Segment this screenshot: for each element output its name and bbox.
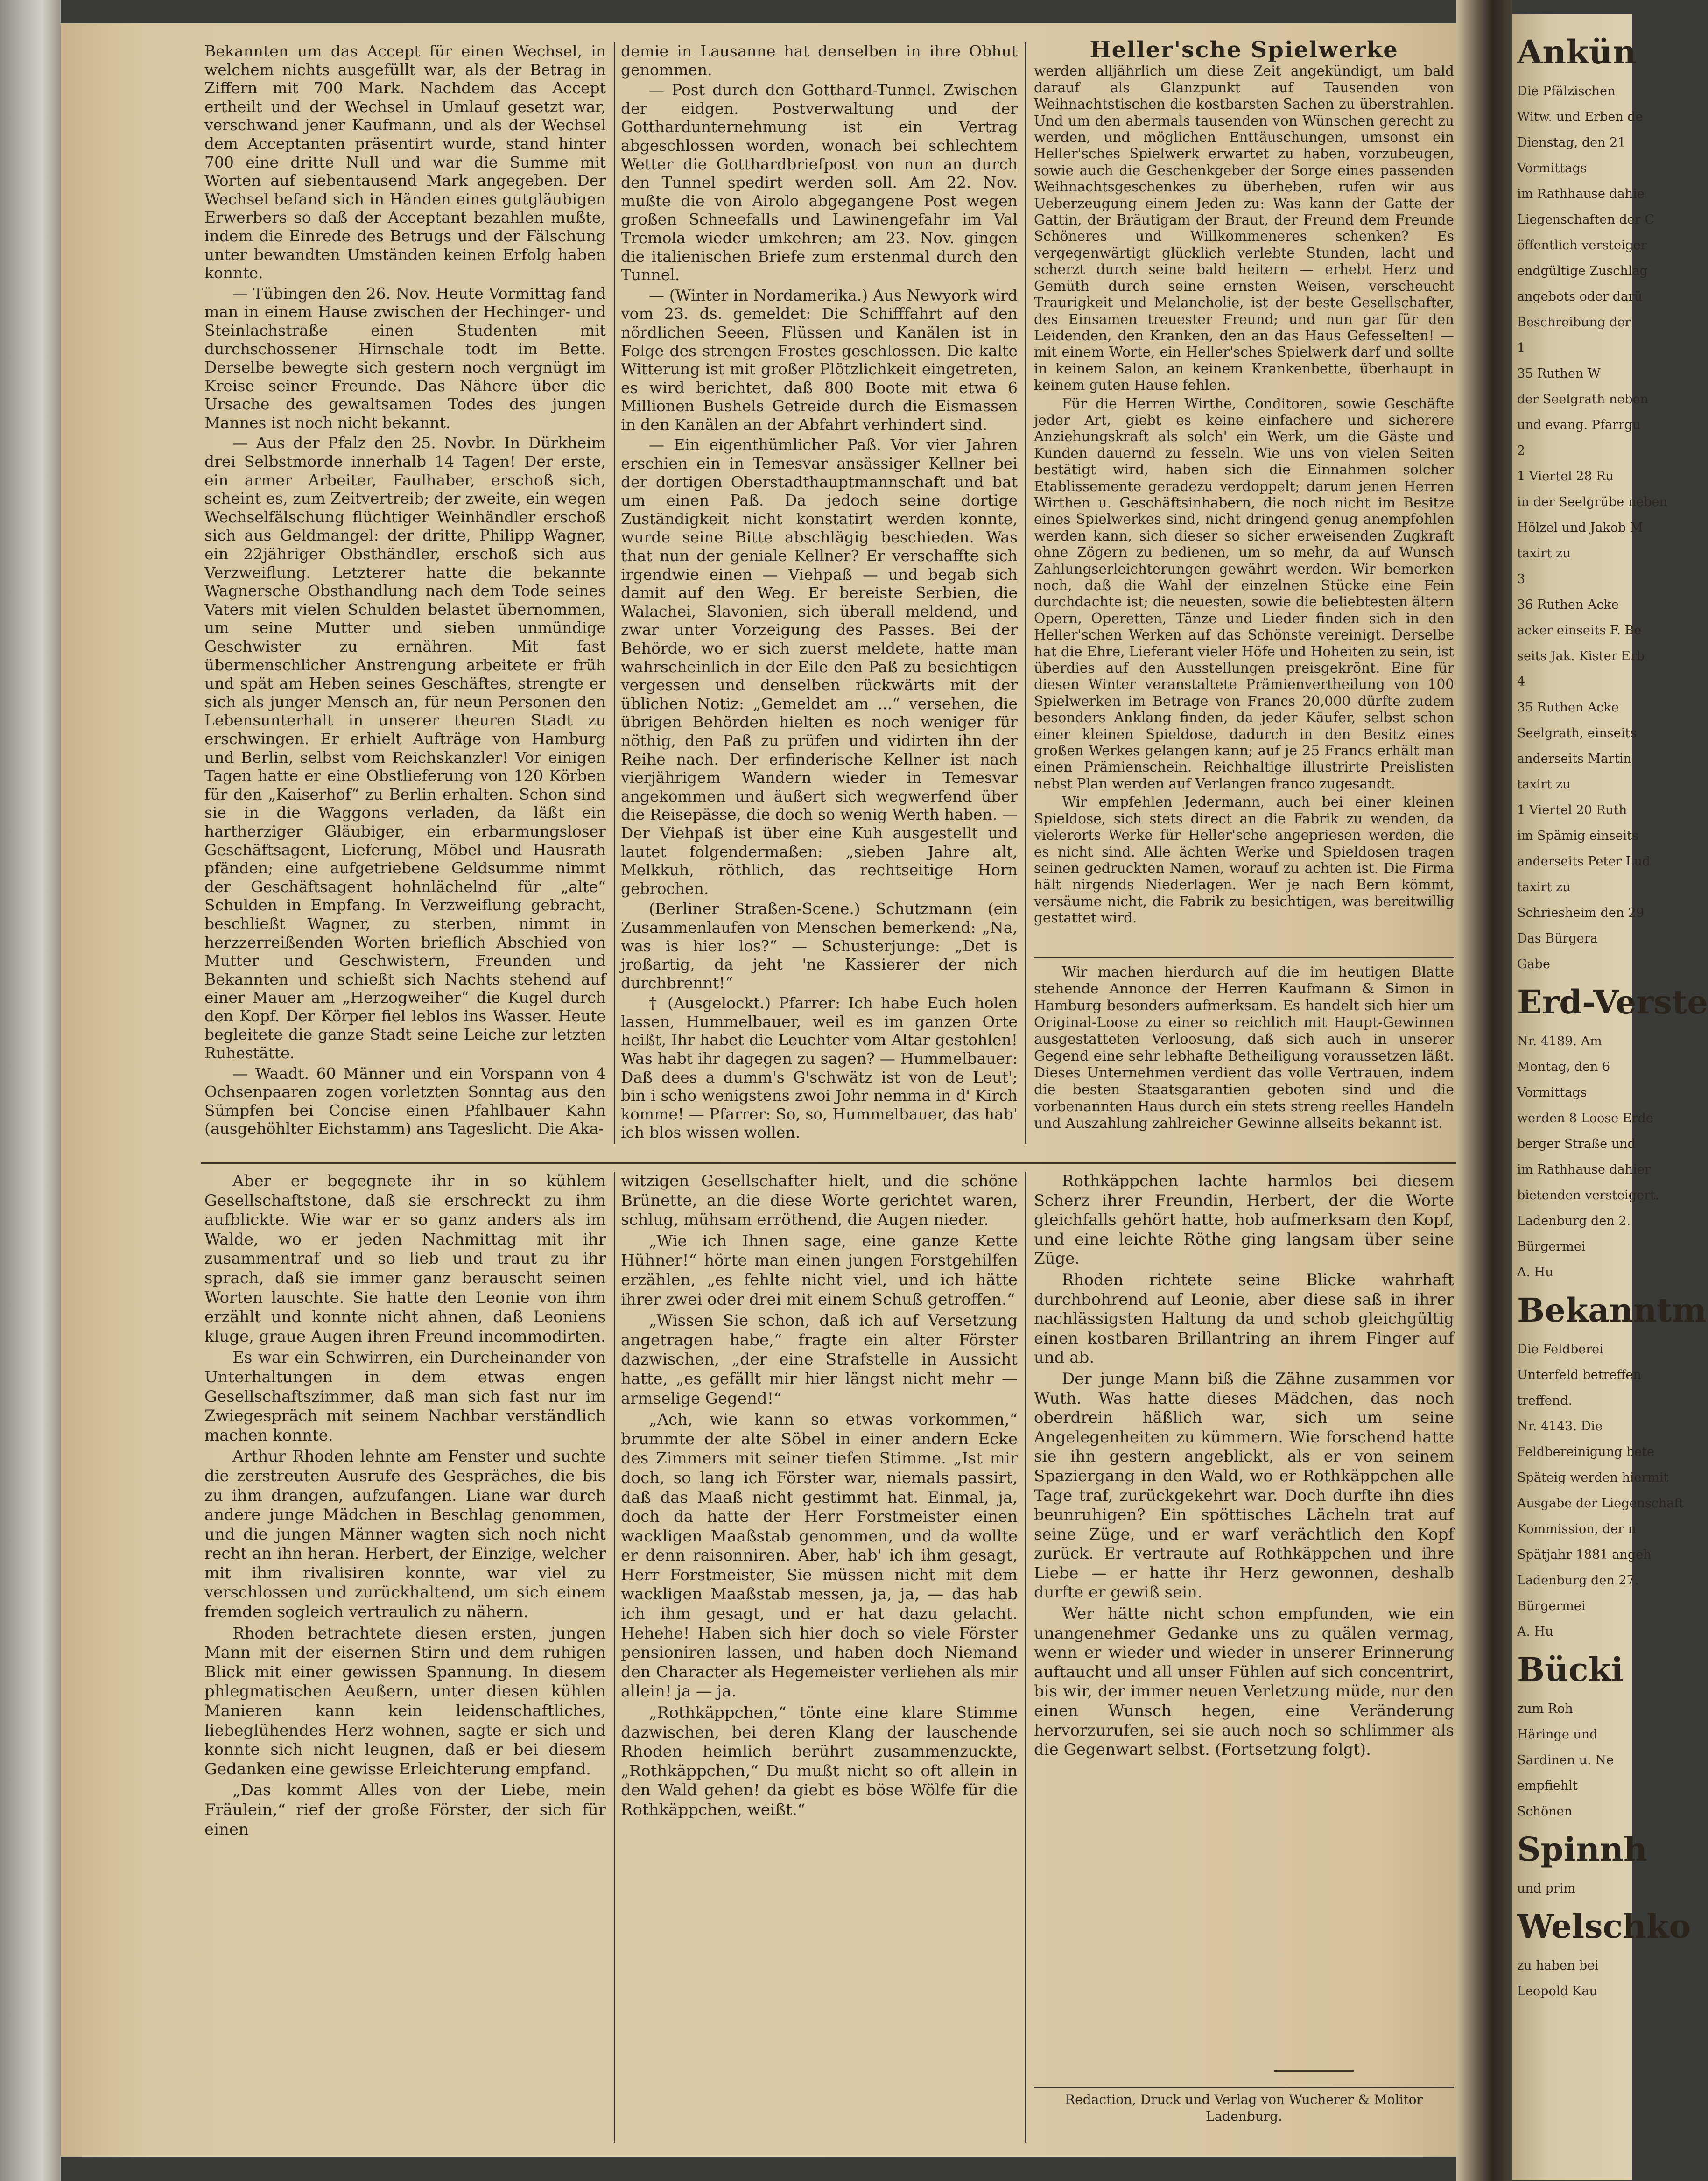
right-page-line: 3 xyxy=(1517,572,1525,586)
right-page-line: Feldbereinigung bete xyxy=(1517,1445,1654,1459)
article-column-top-middle xyxy=(621,42,1018,1153)
article-winter-nordamerika: — (Winter in Nordamerika.) Aus Newyork wird vom 23. ds. gemeldet: Die Schifffahrt auf den nördlichen Seeen, Flüssen und Kanälen ist in Folge des strengen Frostes geschlossen. Die kalte Witterung ist mit großer Plötzlichkeit eingetreten, es wird berichtet, daß 800 Boote mit etwa 6 Millionen Bushels Getreide durch die Eismassen in den Kanälen an der Abfahrt verhindert sind. xyxy=(621,286,1018,434)
right-page-line: Montag, den 6 xyxy=(1517,1060,1610,1074)
imprint: Redaction, Druck und Verlag von Wucherer & Molitor Ladenburg. xyxy=(1065,2092,1423,2124)
right-page-line: seits Jak. Kister Erb xyxy=(1517,649,1645,663)
column-rule xyxy=(614,42,615,1144)
story-paragraph: „Wissen Sie schon, daß ich auf Versetzung angetragen habe,“ fragte ein alter Förster dazwischen, „der eine Strafstelle in Aussicht hatte, „es gefällt mir hier längst nicht mehr — armselige Gegend!“ xyxy=(621,1311,1018,1408)
right-page-line: der Seelgrath neben xyxy=(1517,392,1648,407)
imprint-rule xyxy=(1274,2070,1354,2072)
right-page-line: Leopold Kau xyxy=(1517,1984,1597,1998)
ad-paragraph: werden alljährlich um diese Zeit angekündigt, um bald darauf als Glanzpunkt auf Tausenden von Weihnachtstischen die kostbarsten Sachen zu überstrahlen. Und um den abermals tausenden von Wünschen gerecht zu werden, und möglichen Enttäuschungen, umsonst ein Heller'sches Spielwerk erwartet zu haben, vorzubeugen, sowie auch die Geschenkgeber der Sorge eines passenden Weihnachtsgeschenkes zu überheben, rufen wir aus Ueberzeugung einem Jeden zu: Was kann der Gatte der Gattin, der Bräutigam der Braut, der Freund dem Freunde Schöneres und Willkommeneres schenken? Es vergegenwärtigt glücklich verlebte Stunden, lacht und scherzt durch seine bald heitern — erhebt Herz und Gemüth durch seine ernsten Weisen, verscheucht Traurigkeit und Melancholie, ist der beste Gesellschafter, des Einsamen treuester Freund; und nun gar für den Leidenden, den Kranken, den an das Haus Gefesselten! — mit einem Worte, ein Heller'sches Spielwerk darf und sollte in keinem Salon, an keinem Krankenbette, überhaupt in keinem guten Hause fehlen. xyxy=(1034,63,1454,394)
right-page-line: Häringe und xyxy=(1517,1727,1598,1742)
right-page-line: Liegenschaften der C xyxy=(1517,212,1654,227)
right-page-line: Dienstag, den 21 xyxy=(1517,135,1626,150)
article-pfalz: — Aus der Pfalz den 25. Novbr. In Dürkheim drei Selbstmorde innerhalb 14 Tagen! Der erste, ein armer Arbeiter, Faulhaber, erschoß sich, scheint es, zum Zeitvertreib; der zweite, ein wegen Wechselfälschung flüchtiger Weinhändler erschoß sich aus Geldmangel: der dritte, Philipp Wagner, ein 22jähriger Obsthändler, erschoß sich aus Verzweiflung. Letzterer hatte die bekannte Wagnersche Obsthandlung nach dem Tode seines Vaters mit vielen Schulden belastet übernommen, um seine Mutter und sieben unmündige Geschwister zu ernähren. Mit fast übermenschlicher Anstrengung arbeitete er früh und spät am Heben seines Geschäftes, strengte er sich als junger Mensch an, für neun Personen den Lebensunterhalt in unserer theuren Stadt zu erschwingen. Er erhielt Aufträge von Hamburg und Berlin, selbst vom Reichskanzler! Vor einigen Tagen hatte er eine Obstlieferung von 120 Körben für den „Kaiserhof“ zu Berlin erhalten. Schon sind sie in die Waggons verladen, da läßt ein hartherziger Gläubiger, ein erbarmungsloser Geschäftsagent, Lieferung, Möbel und Hausrath pfänden; eine aufgetriebene Geldsumme nimmt der Geschäftsagent hohnlächelnd für „alte“ Schulden in Empfang. In Verzweiflung gebracht, beschließt Wagner, zu sterben, nimmt in herzzerreißenden Worten brieflich Abschied von Mutter und Geschwistern, Freunden und Bekannten und schießt sich Nachts stehend auf einer Mauer am „Herzogweiher“ die Kugel durch den Kopf. Der Körper fiel leblos ins Wasser. Heute begleitete die ganze Stadt seine Leiche zur letzten Ruhestätte. xyxy=(204,434,606,1062)
right-page-line: Bücki xyxy=(1517,1650,1624,1689)
right-page-line: anderseits Martin xyxy=(1517,752,1631,766)
right-page-line: 1 Viertel 28 Ru xyxy=(1517,469,1614,484)
right-page-line: Ladenburg den 2. xyxy=(1517,1214,1631,1228)
right-page-line: Die Pfälzischen xyxy=(1517,84,1616,98)
right-page-line: im Spämig einseits xyxy=(1517,829,1638,843)
story-paragraph: „Wie ich Ihnen sage, eine ganze Kette Hühner!“ hörte man einen jungen Forstgehilfen erzählen, „es fehlte nicht viel, und ich hätte ihrer zwei oder drei mit einem Schuß getroffen.“ xyxy=(621,1231,1018,1309)
right-page-line: berger Straße und xyxy=(1517,1137,1636,1151)
right-page-line: im Rathhause dahier xyxy=(1517,1162,1651,1177)
article-waadt: — Waadt. 60 Männer und ein Vorspann von 4 Ochsenpaaren zogen vorletzten Sonntag aus den Sümpfen bei Concise einen Pfahlbauer Kahn (ausgehöhlter Eichstamm) ans Tageslicht. Die Aka- xyxy=(204,1064,606,1138)
right-page-line: A. Hu xyxy=(1517,1625,1553,1639)
right-page-line: Schönen xyxy=(1517,1804,1573,1819)
right-page-line: Schriesheim den 29 xyxy=(1517,906,1645,920)
right-page-line: 1 xyxy=(1517,341,1525,355)
right-page-line: Spätjahr 1881 angeh xyxy=(1517,1548,1652,1562)
right-page-line: bietenden versteigert. xyxy=(1517,1188,1659,1203)
feuilleton-column-left xyxy=(204,1172,606,2147)
story-paragraph: „Ach, wie kann so etwas vorkommen,“ brummte der alte Söbel in einer andern Ecke des Zimmers mit seiner tiefen Stimme. „Ist mir doch, so lang ich Förster war, niemals passirt, daß das Maaß nicht gestimmt hat. Einmal, ja, doch da hatte der Herr Forstmeister einen wackligen Maaßstab genommen, und da wollte er denn raisonniren. Aber, hab' ich ihm gesagt, Herr Forstmeister, Sie müssen nicht mit dem wackligen Maaßstab messen, ja, ja, — das hab ich ihm gesagt, und er hat dazu gelacht. Hehehe! Haben sich hier doch so viele Förster pensioniren lassen, und haben doch Niemand den Character als Hegemeister verliehen als mir allein! ja — ja. xyxy=(621,1410,1018,1701)
column-rule xyxy=(1025,42,1026,1144)
right-page-line: 36 Ruthen Acke xyxy=(1517,598,1619,612)
article-pass: — Ein eigenthümlicher Paß. Vor vier Jahren erschien ein in Temesvar ansässiger Kellner bei der dortigen Oberstadthauptmannschaft und bat um einen Paß. Da jedoch seine dortige Zuständigkeit nicht konstatirt werden konnte, wurde seine Bitte abschlägig beschieden. Was that nun der geniale Kellner? Er verschaffte sich irgendwie einen — Viehpaß — und begab sich damit auf den Weg. Er bereiste Serbien, die Walachei, Slavonien, sich überall meldend, und zwar unter Vorzeigung des Passes. Bei der Behörde, wo er sich zuerst meldete, hatte man wahrscheinlich in der Eile den Paß zu besichtigen vergessen und denselben rückwärts mit der üblichen Notiz: „Gemeldet am ...“ versehen, die übrigen Behörden hielten es noch weniger für nöthig, den Paß zu prüfen und vidirten ihn der Reihe nach. Der erfinderische Kellner ist nach vierjährigem Wandern wieder in Temesvar angekommen und äußert sich wegwerfend über die Reisepässe, die doch so wenig Werth haben. — Der Viehpaß ist über eine Kuh ausgestellt und lautet folgendermaßen: „sieben Jahre alt, Melkkuh, röthlich, das rechtseitige Horn gebrochen. xyxy=(621,436,1018,898)
right-page-line: 4 xyxy=(1517,675,1525,689)
article-gotthard: — Post durch den Gotthard-Tunnel. Zwischen der eidgen. Postverwaltung und der Gotthardunternehmung ist ein Vertrag abgeschlossen worden, wonach bei schlechtem Wetter die Gotthardbriefpost von nun an durch den Tunnel spedirt werden soll. Am 22. Nov. mußte die von Airolo abgegangene Post wegen großen Schneefalls und Lawinengefahr im Val Tremola wieder umkehren; am 23. Nov. gingen die italienischen Briefe zum erstenmal durch den Tunnel. xyxy=(621,81,1018,284)
story-paragraph: Aber er begegnete ihr in so kühlem Gesellschaftstone, daß sie erschreckt zu ihm aufblickte. Wie war er so ganz anders als im Walde, wo er jeden Nachmittag mit ihr zusammentraf und so lieb und traut zu ihr sprach, daß sie immer ganz berauscht seinen Worten lauschte. Sie hatte den Leonie von ihm erzählt und konnte nicht ahnen, daß Leoniens kluge, graue Augen ihren Freund incommodirten. xyxy=(204,1172,606,1346)
story-paragraph: Rothkäppchen lachte harmlos bei diesem Scherz ihrer Freundin, Herbert, der die Worte gleichfalls gehört hatte, hob aufmerksam den Kopf, und eine leichte Röthe ging langsam über seine Züge. xyxy=(1034,1172,1454,1268)
notice-text: Wir machen hierdurch auf die im heutigen Blatte stehende Annonce der Herren Kaufmann & Simon in Hamburg besonders aufmerksam. Es handelt sich hier um Original-Loose zu einer so reichlich mit Haupt-Gewinnen ausgestatteten Verloosung, daß sich auch in unserer Gegend eine sehr lebhafte Betheiligung voraussetzen läßt. Dieses Unternehmen verdient das volle Vertrauen, indem die besten Staatsgarantien geboten sind und die vorbenannten Haus durch ein stets streng reelles Handeln und Auszahlung zahlreicher Gewinne allseits bekannt ist. xyxy=(1034,964,1454,1132)
right-page-line: Spinnh xyxy=(1517,1830,1647,1869)
story-paragraph: Rhoden richtete seine Blicke wahrhaft durchbohrend auf Leonie, aber diese saß in ihrer nachlässigsten Haltung da und schob gleichgültig einen kostbaren Brillantring an ihrem Finger auf und ab. xyxy=(1034,1270,1454,1367)
right-page-line: Bekanntm xyxy=(1517,1291,1707,1330)
right-page-line: taxirt zu xyxy=(1517,777,1571,792)
right-page-line: Späteig werden hiermit xyxy=(1517,1470,1669,1485)
feuilleton-column-middle xyxy=(621,1172,1018,2147)
feuilleton-column-right xyxy=(1034,1172,1454,2063)
notice-kaufmann-simon xyxy=(1034,964,1454,1151)
right-page-line: Ladenburg den 27. xyxy=(1517,1573,1639,1588)
right-page-line: Die Feldberei xyxy=(1517,1342,1603,1357)
right-page-line: zu haben bei xyxy=(1517,1958,1599,1973)
story-paragraph: Wer hätte nicht schon empfunden, wie ein unangenehmer Gedanke uns zu quälen vermag, wenn er wieder und wieder in unserer Erinnerung auftaucht und all unser Fühlen auf sich concentrirt, bis wir, der immer neuen Verletzung müde, nur den einen Wunsch hegen, eine Veränderung hervorzurufen, sei sie auch noch so schlimmer als die Gegenwart selbst. (Fortsetzung folgt). xyxy=(1034,1604,1454,1759)
right-page-line: Kommission, der n xyxy=(1517,1522,1636,1536)
advertisement-box xyxy=(1034,37,1454,958)
article-berliner-strassen-scene: (Berliner Straßen-Scene.) Schutzmann (ein Zusammenlaufen von Menschen bemerkend: „Na, was is hier los?“ — Schusterjunge: „Det is jroßartig, da jeht 'ne Kassierer der nich durchbrennt!“ xyxy=(621,900,1018,992)
article-column-top-left xyxy=(204,42,606,1153)
story-paragraph: „Das kommt Alles von der Liebe, mein Fräulein,“ rief der große Förster, der sich für einen xyxy=(204,1781,606,1839)
story-paragraph: „Rothkäppchen,“ tönte eine klare Stimme dazwischen, bei deren Klang der lauschende Rhoden heimlich berührt zusammenzuckte, „Rothkäppchen,“ Du mußt nicht so oft allein in den Wald gehen! da giebt es böse Wölfe für die Rothkäppchen, weißt.“ xyxy=(621,1703,1018,1819)
column-rule xyxy=(614,1172,615,2143)
right-page-line: 1 Viertel 20 Ruth xyxy=(1517,803,1627,817)
section-divider xyxy=(201,1162,1456,1164)
gutter-shadow xyxy=(1456,0,1512,2181)
right-page-line: Gabe xyxy=(1517,957,1550,971)
column-rule xyxy=(1025,1172,1026,2143)
right-page-line: 2 xyxy=(1517,443,1525,458)
book-binding xyxy=(0,0,61,2181)
adjacent-page-edge xyxy=(1512,14,1708,2180)
right-page-line: Bürgermei xyxy=(1517,1239,1586,1254)
ad-title: Heller'sche Spielwerke xyxy=(1089,37,1399,63)
imprint-rule-long xyxy=(1034,2087,1454,2088)
story-paragraph: Arthur Rhoden lehnte am Fenster und suchte die zerstreuten Ausrufe des Gespräches, die bis zu ihm drangen, aufzufangen. Liane war durch andere junge Mädchen in Beschlag genommen, und die jungen Männer wagten sich noch nicht recht an ihn heran. Herbert, der Einzige, welcher mit ihm rivalisiren konnte, war viel zu verschlossen und zurückhaltend, um sich einem fremden sogleich vertraulich zu nähern. xyxy=(204,1447,606,1622)
newspaper-page xyxy=(61,23,1508,2157)
right-page-line: öffentlich versteiger xyxy=(1517,238,1647,253)
story-paragraph: Der junge Mann biß die Zähne zusammen vor Wuth. Was hatte dieses Mädchen, das noch oberdrein häßlich war, sich um seine Angelegenheiten zu kümmern. Wie forschend hatte sie ihn gestern angeblickt, als er von seinem Spaziergang in den Wald, wo er Rothkäppchen alle Tage traf, zurückgekehrt war. Doch durfte ihn dies beunruhigen? Ein spöttisches Lächeln trat auf seine Züge, und er warf verächtlich den Kopf zurück. Er vertraute auf Rothkäppchen und ihre Liebe — er hatte ihr Herz gewonnen, deshalb durfte er gewiß sein. xyxy=(1034,1369,1454,1602)
article-akademie: demie in Lausanne hat denselben in ihre Obhut genommen. xyxy=(621,42,1018,79)
right-page-line: treffend. xyxy=(1517,1393,1573,1408)
right-page-line: empfiehlt xyxy=(1517,1779,1578,1793)
article-tuebingen: — Tübingen den 26. Nov. Heute Vormittag fand man in einem Hause zwischen der Hechinger- und Steinlachstraße einen Studenten mit durchschossener Hirnschale todt im Bette. Derselbe bewegte sich gestern noch vergnügt im Kreise seiner Freunde. Das Nähere über die Ursache des gewaltsamen Todes des jungen Mannes ist noch nicht bekannt. xyxy=(204,284,606,432)
right-page-line: zum Roh xyxy=(1517,1702,1573,1716)
article-ausgelockt: † (Ausgelockt.) Pfarrer: Ich habe Euch holen lassen, Hummelbauer, weil es im ganzen Orte heißt, Ihr habet die Leuchter vom Altar gestohlen! Was habt ihr dagegen zu sagen? — Hummelbauer: Daß dees a dumm's G'schwätz ist von de Leut'; bin i scho wenigstens zwoi Johr nemma in d' Kirch komme! — Pfarrer: So, so, Hummelbauer, das hab' ich blos wissen wollen. xyxy=(621,994,1018,1142)
ad-paragraph: Wir empfehlen Jedermann, auch bei einer kleinen Spieldose, sich stets direct an die Fabrik zu wenden, da vielerorts Werke für Heller'sche angepriesen werden, die es nicht sind. Alle ächten Werke und Spieldosen tragen seinen gedruckten Namen, worauf zu achten ist. Die Firma hält nirgends Niederlagen. Wer je nach Bern kömmt, versäume nicht, die Fabrik zu besichtigen, was bereitwillig gestattet wird. xyxy=(1034,794,1454,926)
right-page-line: Seelgrath, einseits xyxy=(1517,726,1637,740)
right-page-line: im Rathhause dahie xyxy=(1517,187,1645,201)
right-page-line: Nr. 4189. Am xyxy=(1517,1034,1602,1048)
right-page-line: taxirt zu xyxy=(1517,546,1571,561)
right-page-line: Vormittags xyxy=(1517,1085,1587,1100)
right-page-line: Unterfeld betreffen xyxy=(1517,1368,1641,1382)
right-page-line: Hölzel und Jakob M xyxy=(1517,521,1643,535)
right-page-line: Erd-Verste xyxy=(1517,983,1708,1021)
right-page-line: acker einseits F. Be xyxy=(1517,623,1642,638)
ad-paragraph: Für die Herren Wirthe, Conditoren, sowie Geschäfte jeder Art, giebt es keine einfachere und sicherere Anziehungskraft als solch' ein Werk, um die Gäste und Kunden dauernd zu fesseln. Wie uns von vielen Seiten bestätigt wird, haben sich die Einnahmen solcher Etablissemente geradezu verdoppelt; darum jenen Herren Wirthen u. Geschäftsinhabern, die noch nicht im Besitze eines Spielwerkes sind, nicht dringend genug anempfohlen werden kann, sich dieser so sicher erweisenden Zugkraft ohne Zögern zu bedienen, um so mehr, da auf Wunsch Zahlungserleichterungen gewährt werden. Wir bemerken noch, daß die Wahl der einzelnen Stücke eine Fein durchdachte ist; die neuesten, sowie die beliebtesten ältern Opern, Operetten, Tänze und Lieder finden sich in den Heller'schen Werken auf das Schönste vereinigt. Derselbe hat die Ehre, Lieferant vieler Höfe und Hoheiten zu sein, ist überdies auf den Ausstellungen preisgekrönt. Eine für diesen Winter veranstaltete Prämienvertheilung von 100 Spielwerken im Betrage von Francs 20,000 dürfte zudem besonders Anklang finden, da jeder Käufer, selbst schon einer kleinen Spieldose, dadurch in den Besitz eines großen Werkes gelangen kann; auf je 25 Francs erhält man einen Prämienschein. Reichhaltige illustrirte Preislisten nebst Plan werden auf Verlangen franco zugesandt. xyxy=(1034,395,1454,792)
right-page-line: in der Seelgrübe neben xyxy=(1517,495,1667,509)
right-page-line: Bürgermei xyxy=(1517,1599,1586,1613)
right-page-line: Witw. und Erben de xyxy=(1517,110,1643,124)
right-page-line: Sardinen u. Ne xyxy=(1517,1753,1614,1767)
right-page-line: 35 Ruthen Acke xyxy=(1517,700,1619,715)
right-page-line: und prim xyxy=(1517,1881,1576,1896)
right-page-line: anderseits Peter Lud xyxy=(1517,854,1651,869)
right-page-line: 35 Ruthen W xyxy=(1517,366,1601,381)
right-page-line: A. Hu xyxy=(1517,1265,1553,1280)
story-paragraph: witzigen Gesellschafter hielt, und die schöne Brünette, an die diese Worte gerichtet waren, schlug, mühsam erröthend, die Augen nieder. xyxy=(621,1172,1018,1230)
right-page-line: Ankün xyxy=(1517,33,1637,71)
right-page-line: Vormittags xyxy=(1517,161,1587,176)
right-page-line: Nr. 4143. Die xyxy=(1517,1419,1603,1434)
right-page-line: Ausgabe der Liegenschaft xyxy=(1517,1496,1684,1511)
right-page-line: taxirt zu xyxy=(1517,880,1571,894)
right-page-line: endgültige Zuschlag xyxy=(1517,264,1648,278)
right-page-line: Das Bürgera xyxy=(1517,931,1598,946)
right-page-line: und evang. Pfarrgu xyxy=(1517,418,1641,432)
story-paragraph: Es war ein Schwirren, ein Durcheinander von Unterhaltungen in dem etwas engen Gesellschaftszimmer, daß man sich fast nur im Zwiegespräch mit seinem Nachbar verständlich machen konnte. xyxy=(204,1348,606,1445)
article-wechsel: Bekannten um das Accept für einen Wechsel, in welchem nichts ausgefüllt war, als der Betrag in Ziffern mit 700 Mark. Nachdem das Accept ertheilt und der Wechsel in Umlauf gesetzt war, verschwand jener Kaufmann, und als der Wechsel dem Acceptanten präsentirt wurde, stand hinter 700 eine dritte Null und war die Summe mit Worten auf siebentausend Mark angegeben. Der Wechsel befand sich in Händen eines gutgläubigen Erwerbers so daß der Acceptant bezahlen mußte, indem die Einrede des Betrugs und der Fälschung unter bewandten Umständen keinen Erfolg haben konnte. xyxy=(204,42,606,282)
story-paragraph: Rhoden betrachtete diesen ersten, jungen Mann mit der eisernen Stirn und dem ruhigen Blick mit einer gewissen Spannung. In diesem phlegmatischen Aeußern, unter diesen kühlen Manieren kann kein leidenschaftliches, liebeglühendes Herz wohnen, sagte er sich und konnte sich nicht leugnen, daß er bei diesem Gedanken eine gewisse Erleichterung empfand. xyxy=(204,1624,606,1779)
right-page-line: Welschko xyxy=(1517,1907,1691,1946)
right-page-line: Beschreibung der xyxy=(1517,315,1631,330)
right-page-line: angebots oder darü xyxy=(1517,289,1643,304)
right-page-line: werden 8 Loose Erde xyxy=(1517,1111,1653,1126)
